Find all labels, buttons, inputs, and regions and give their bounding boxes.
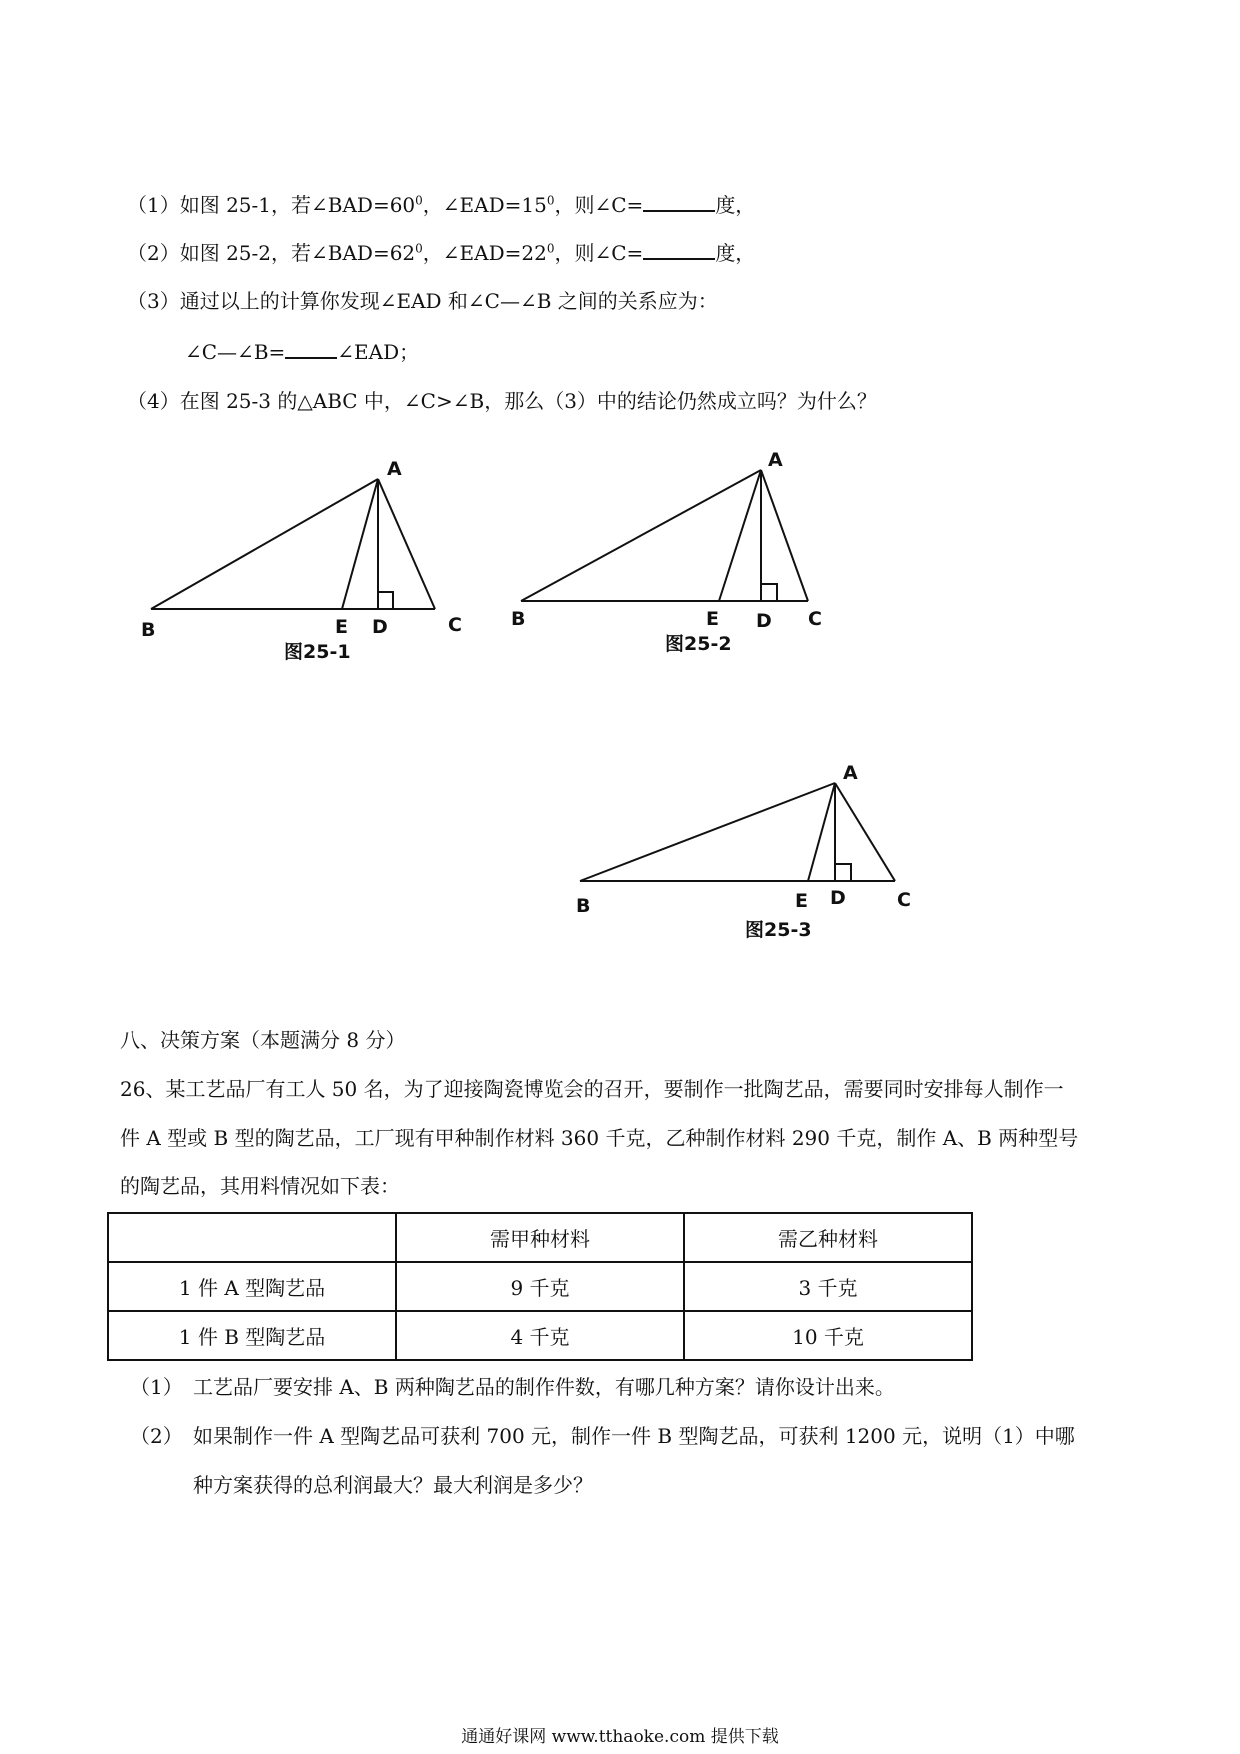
segment-ac [761,470,808,601]
label-a: A [843,762,858,784]
segment-ab [580,783,835,881]
label-d: D [372,616,388,638]
problem-26-line-3: 的陶艺品，其用料情况如下表： [120,1174,400,1198]
question-4: （4）在图 25-3 的△ABC 中，∠C>∠B，那么（3）中的结论仍然成立吗？为什么？ [127,389,877,413]
question-1: （1）如图 25-1，若$\angle BAD=60^0$，$\angle EAD=15^0$，则∠C= 度， [127,190,755,219]
figure-25-2 [500,445,840,660]
table-row [108,1311,972,1360]
label-e: E [335,616,348,638]
sub-question-2: （2） 如果制作一件 A 型陶艺品可获利 700 元，制作一件 B 型陶艺品，可获利 1200 元，说明（1）中哪 [130,1424,1075,1448]
label-c: C [448,614,462,636]
label-d: D [830,887,846,909]
question-2: （2）如图 25-2，若$\angle BAD=62^0$，$\angle EAD=22^0$，则∠C= 度， [127,238,755,267]
segment-ac [835,783,895,881]
table-cell: 3 千克 [684,1262,972,1311]
problem-26-line-2: 件 A 型或 B 型的陶艺品，工厂现有甲种制作材料 360 千克，乙种制作材料 290 千克，制作 A、B 两种型号 [120,1126,1079,1150]
right-angle-mark [378,592,393,609]
table-cell: 9 千克 [396,1262,684,1311]
table-header-cell [108,1213,396,1262]
right-angle-mark [761,584,777,601]
segment-ae [808,783,835,881]
answer-blank-2[interactable] [643,238,715,260]
label-a: A [387,458,402,480]
figure-25-1-svg [130,455,470,670]
page-footer: 通通好课网 www.tthaoke.com 提供下载 [461,1727,779,1747]
segment-ac [378,479,435,609]
section-title: 八、决策方案（本题满分 8 分） [120,1028,406,1052]
label-c: C [897,889,911,911]
table-cell: 1 件 B 型陶艺品 [108,1311,396,1360]
sub-question-2-line-2: 种方案获得的总利润最大？最大利润是多少？ [193,1473,593,1497]
segment-ae [342,479,378,609]
table-cell: 1 件 A 型陶艺品 [108,1262,396,1311]
materials-table [107,1212,973,1361]
label-c: C [808,608,822,630]
answer-blank-3[interactable] [285,337,337,359]
figure-25-3-svg [570,755,910,950]
table-cell: 4 千克 [396,1311,684,1360]
caption-25-1: 图25-1 [284,641,351,663]
label-a: A [768,449,783,471]
table-row [108,1262,972,1311]
label-d: D [756,610,772,632]
figure-25-1 [130,455,470,670]
caption-25-3: 图25-3 [745,919,812,941]
segment-ab [151,479,378,609]
label-b: B [511,608,526,630]
problem-26-line-1: 26、某工艺品厂有工人 50 名，为了迎接陶瓷博览会的召开，要制作一批陶艺品，需要同时安排每人制作一 [120,1077,1064,1101]
right-angle-mark [835,864,851,881]
question-3: （3）通过以上的计算你发现∠EAD 和∠C—∠B 之间的关系应为： [127,289,718,313]
label-b: B [576,895,591,917]
answer-blank-1[interactable] [643,190,715,212]
table-header-row [108,1213,972,1262]
label-b: B [141,619,156,641]
table-header-cell: 需乙种材料 [684,1213,972,1262]
figure-25-3 [570,755,910,950]
table-cell: 10 千克 [684,1311,972,1360]
figure-25-2-svg [500,445,840,660]
caption-25-2: 图25-2 [665,633,732,655]
question-3-formula: ∠C—∠B= ∠EAD； [185,337,419,366]
table-header-cell: 需甲种材料 [396,1213,684,1262]
label-e: E [795,890,808,912]
label-e: E [706,608,719,630]
sub-question-1: （1） 工艺品厂要安排 A、B 两种陶艺品的制作件数，有哪几种方案？请你设计出来。 [130,1375,895,1399]
